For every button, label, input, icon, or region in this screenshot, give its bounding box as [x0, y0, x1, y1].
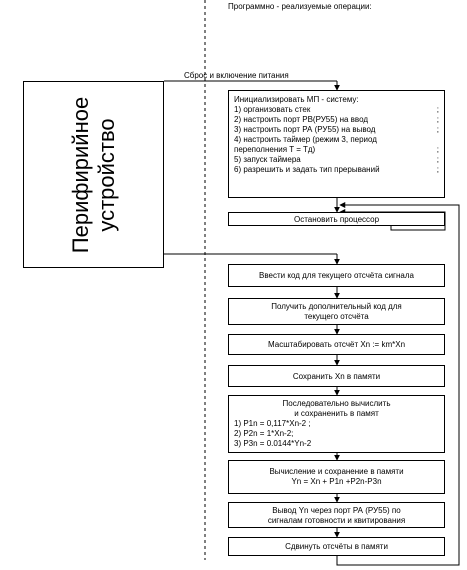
step-store-xn: Сохранить Xn в памяти [228, 365, 445, 387]
step-read-code: Ввести код для текущего отсчёта сигнала [228, 264, 445, 287]
init-block: Инициализировать МП - систему: 1) организовать стек ; 2) настроить порт РВ(РУ55) на ввод ; 3) настроить порт РА (РУ55) на вывод ; 4) настроить таймер (режим 3, период переполнения T = Tд) ; 5) запуск таймера ; 6) разрешить и задать тип прерываний ; [228, 90, 445, 198]
init-title: Инициализировать МП - систему: [234, 95, 359, 104]
step-output-yn: Вывод Yn через порт РА (РУ55) по сигналам готовности и квитирования [228, 502, 445, 528]
step-compute-products: Последовательно вычислить и сохраненить в памят 1) P1n = 0,117*Xn-2 ; 2) P2n = 1*Xn-2; 3) P3n = 0.0144*Yn-2 [228, 395, 445, 453]
step-complement-code: Получить дополнительный код для текущего отсчёта [228, 298, 445, 325]
step-scale: Масштабировать отсчёт Xn := km*Xn [228, 334, 445, 355]
stop-processor-block: Остановить процессор [228, 212, 445, 226]
step-shift-samples: Сдвинуть отсчёты в памяти [228, 537, 445, 556]
header-title: Программно - реализуемые операции: [228, 2, 372, 11]
peripheral-device-block [23, 81, 164, 268]
step-compute-yn: Вычисление и сохранение в памяти Yn = Xn + P1n +P2n-P3n [228, 460, 445, 494]
reset-label: Сброс и включение питания [184, 71, 289, 80]
device-label: Перифирийное устройство [67, 96, 119, 253]
